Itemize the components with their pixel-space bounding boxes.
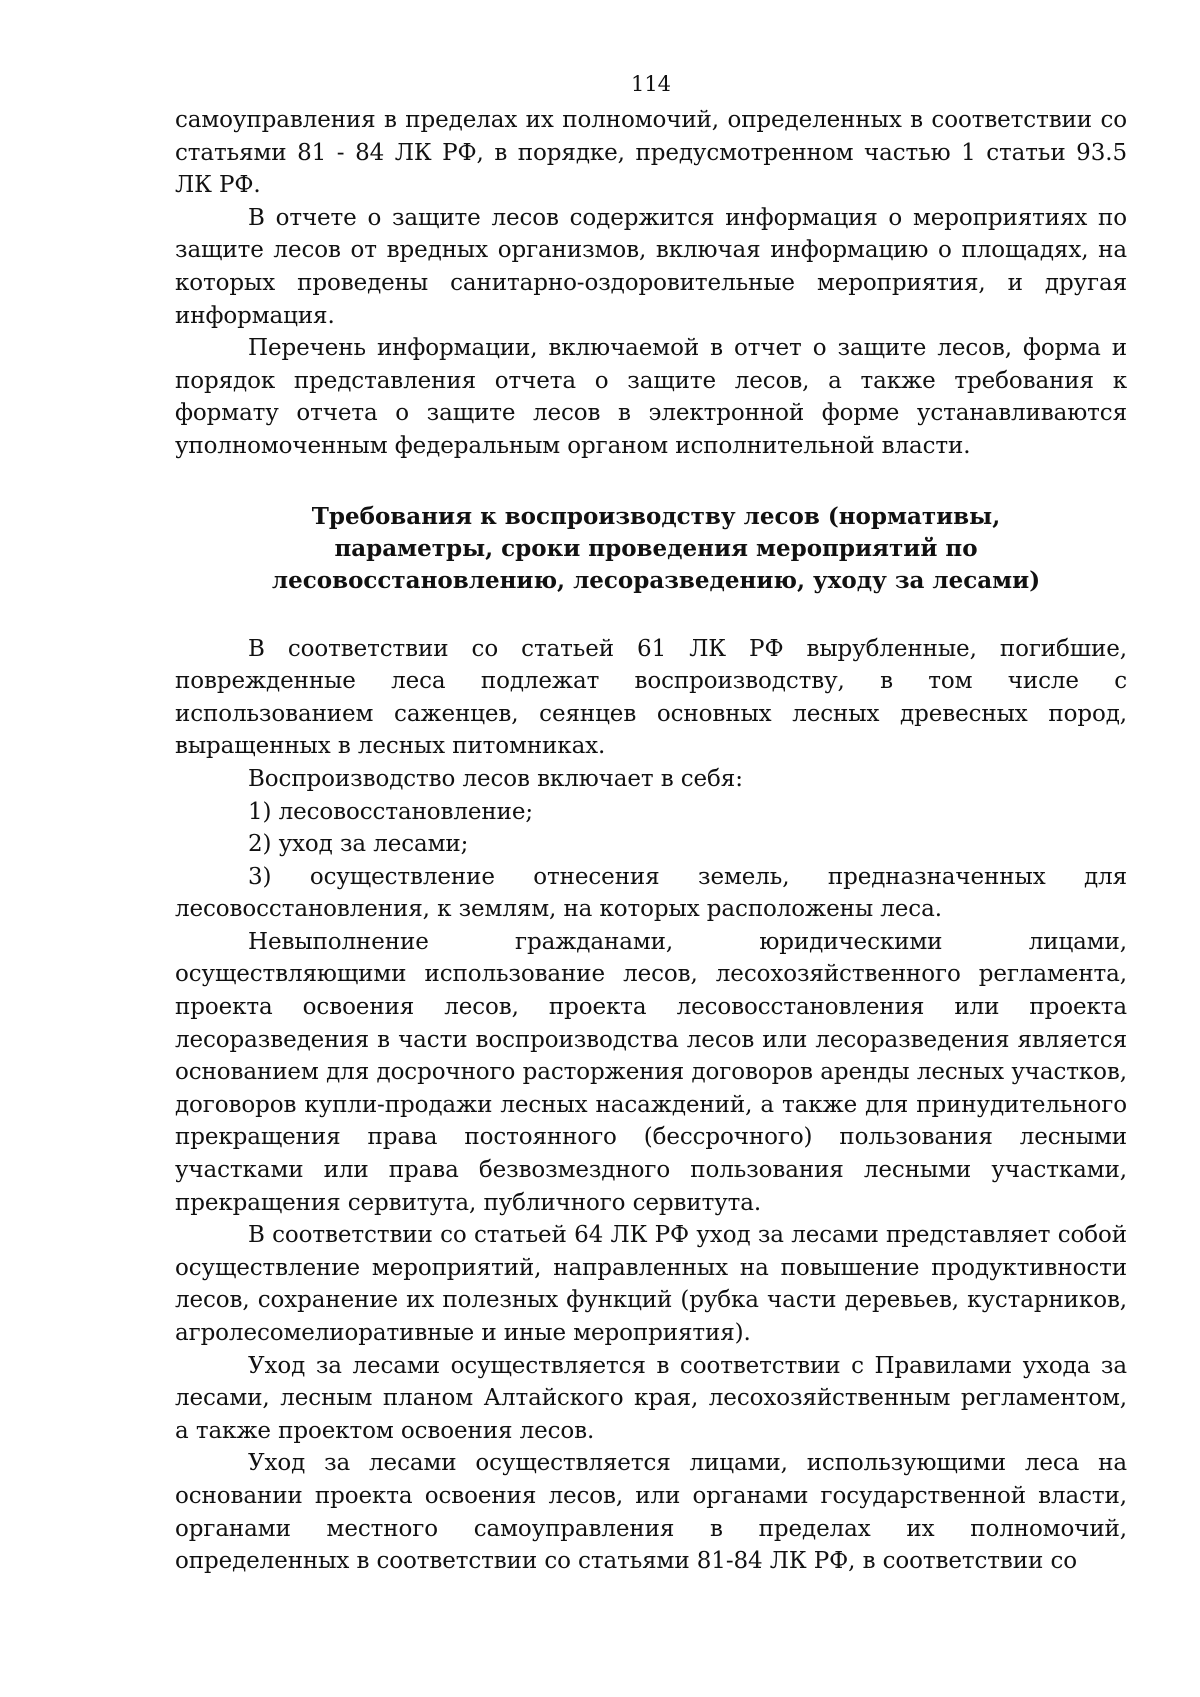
paragraph-report-format: Перечень информации, включаемой в отчет о защите лесов, форма и порядок представления отчета о защите лесов, а также требования к формату отчета о защите лесов в электронной форме устанавливаются уполномоченным федеральным органом исполнительной власти. bbox=[175, 335, 1127, 459]
paragraph-non-fulfillment: Невыполнение гражданами, юридическими лицами, осуществляющими использование лесов, лесохозяйственного регламента, проекта освоения лесов, проекта лесовосстановления или проекта лесоразведения в части воспроизводства лесов или лесоразведения является основанием для досрочного расторжения договоров аренды лесных участков, договоров купли-продажи лесных насаждений, а также для принудительного прекращения права постоянного (бессрочного) пользования лесными участками или права безвозмездного пользования лесными участками, прекращения сервитута, публичного сервитута. bbox=[175, 928, 1127, 1216]
paragraph-reproduction-includes: Воспроизводство лесов включает в себя: bbox=[248, 765, 743, 792]
paragraph-article-61: В соответствии со статьей 61 ЛК РФ вырубленные, погибшие, поврежденные леса подлежат воспроизводству, в том числе с использованием саженцев, сеянцев основных лесных древесных пород, выращенных в лесных питомниках. bbox=[175, 635, 1127, 760]
section-heading: Требования к воспроизводству лесов (нормативы, параметры, сроки проведения мероприятий по лесовосстановлению, лесоразведению, уходу за лесами) bbox=[271, 502, 1041, 594]
paragraph-continuation: самоуправления в пределах их полномочий, определенных в соответствии со статьями 81 - 84 ЛК РФ, в порядке, предусмотренном частью 1 статьи 93.5 ЛК РФ. bbox=[175, 107, 1127, 199]
list-item-1: 1) лесовосстановление; bbox=[248, 798, 534, 825]
paragraph-care-rules: Уход за лесами осуществляется в соответствии с Правилами ухода за лесами, лесным планом Алтайского края, лесохозяйственным регламентом, а также проектом освоения лесов. bbox=[175, 1352, 1127, 1444]
list-item-3: 3) осуществление отнесения земель, предназначенных для лесовосстановления, к землям, на которых расположены леса. bbox=[175, 863, 1127, 923]
paragraph-forest-protection-report: В отчете о защите лесов содержится информация о мероприятиях по защите лесов от вредных организмов, включая информацию о площадях, на которых проведены санитарно-оздоровительные мероприятия, и другая информация. bbox=[175, 204, 1127, 329]
page-number: 114 bbox=[630, 72, 672, 96]
document-page bbox=[175, 70, 1127, 1578]
paragraph-article-64: В соответствии со статьей 64 ЛК РФ уход за лесами представляет собой осуществление мероприятий, направленных на повышение продуктивности лесов, сохранение их полезных функций (рубка части деревьев, кустарников, агролесомелиоративные и иные мероприятия). bbox=[175, 1222, 1127, 1346]
paragraph-care-performers: Уход за лесами осуществляется лицами, использующими леса на основании проекта освоения лесов, или органами государственной власти, органами местного самоуправления в пределах их полномочий, определенных в соответствии со статьями 81-84 ЛК РФ, в соответствии со bbox=[175, 1450, 1127, 1575]
list-item-2: 2) уход за лесами; bbox=[248, 831, 469, 858]
